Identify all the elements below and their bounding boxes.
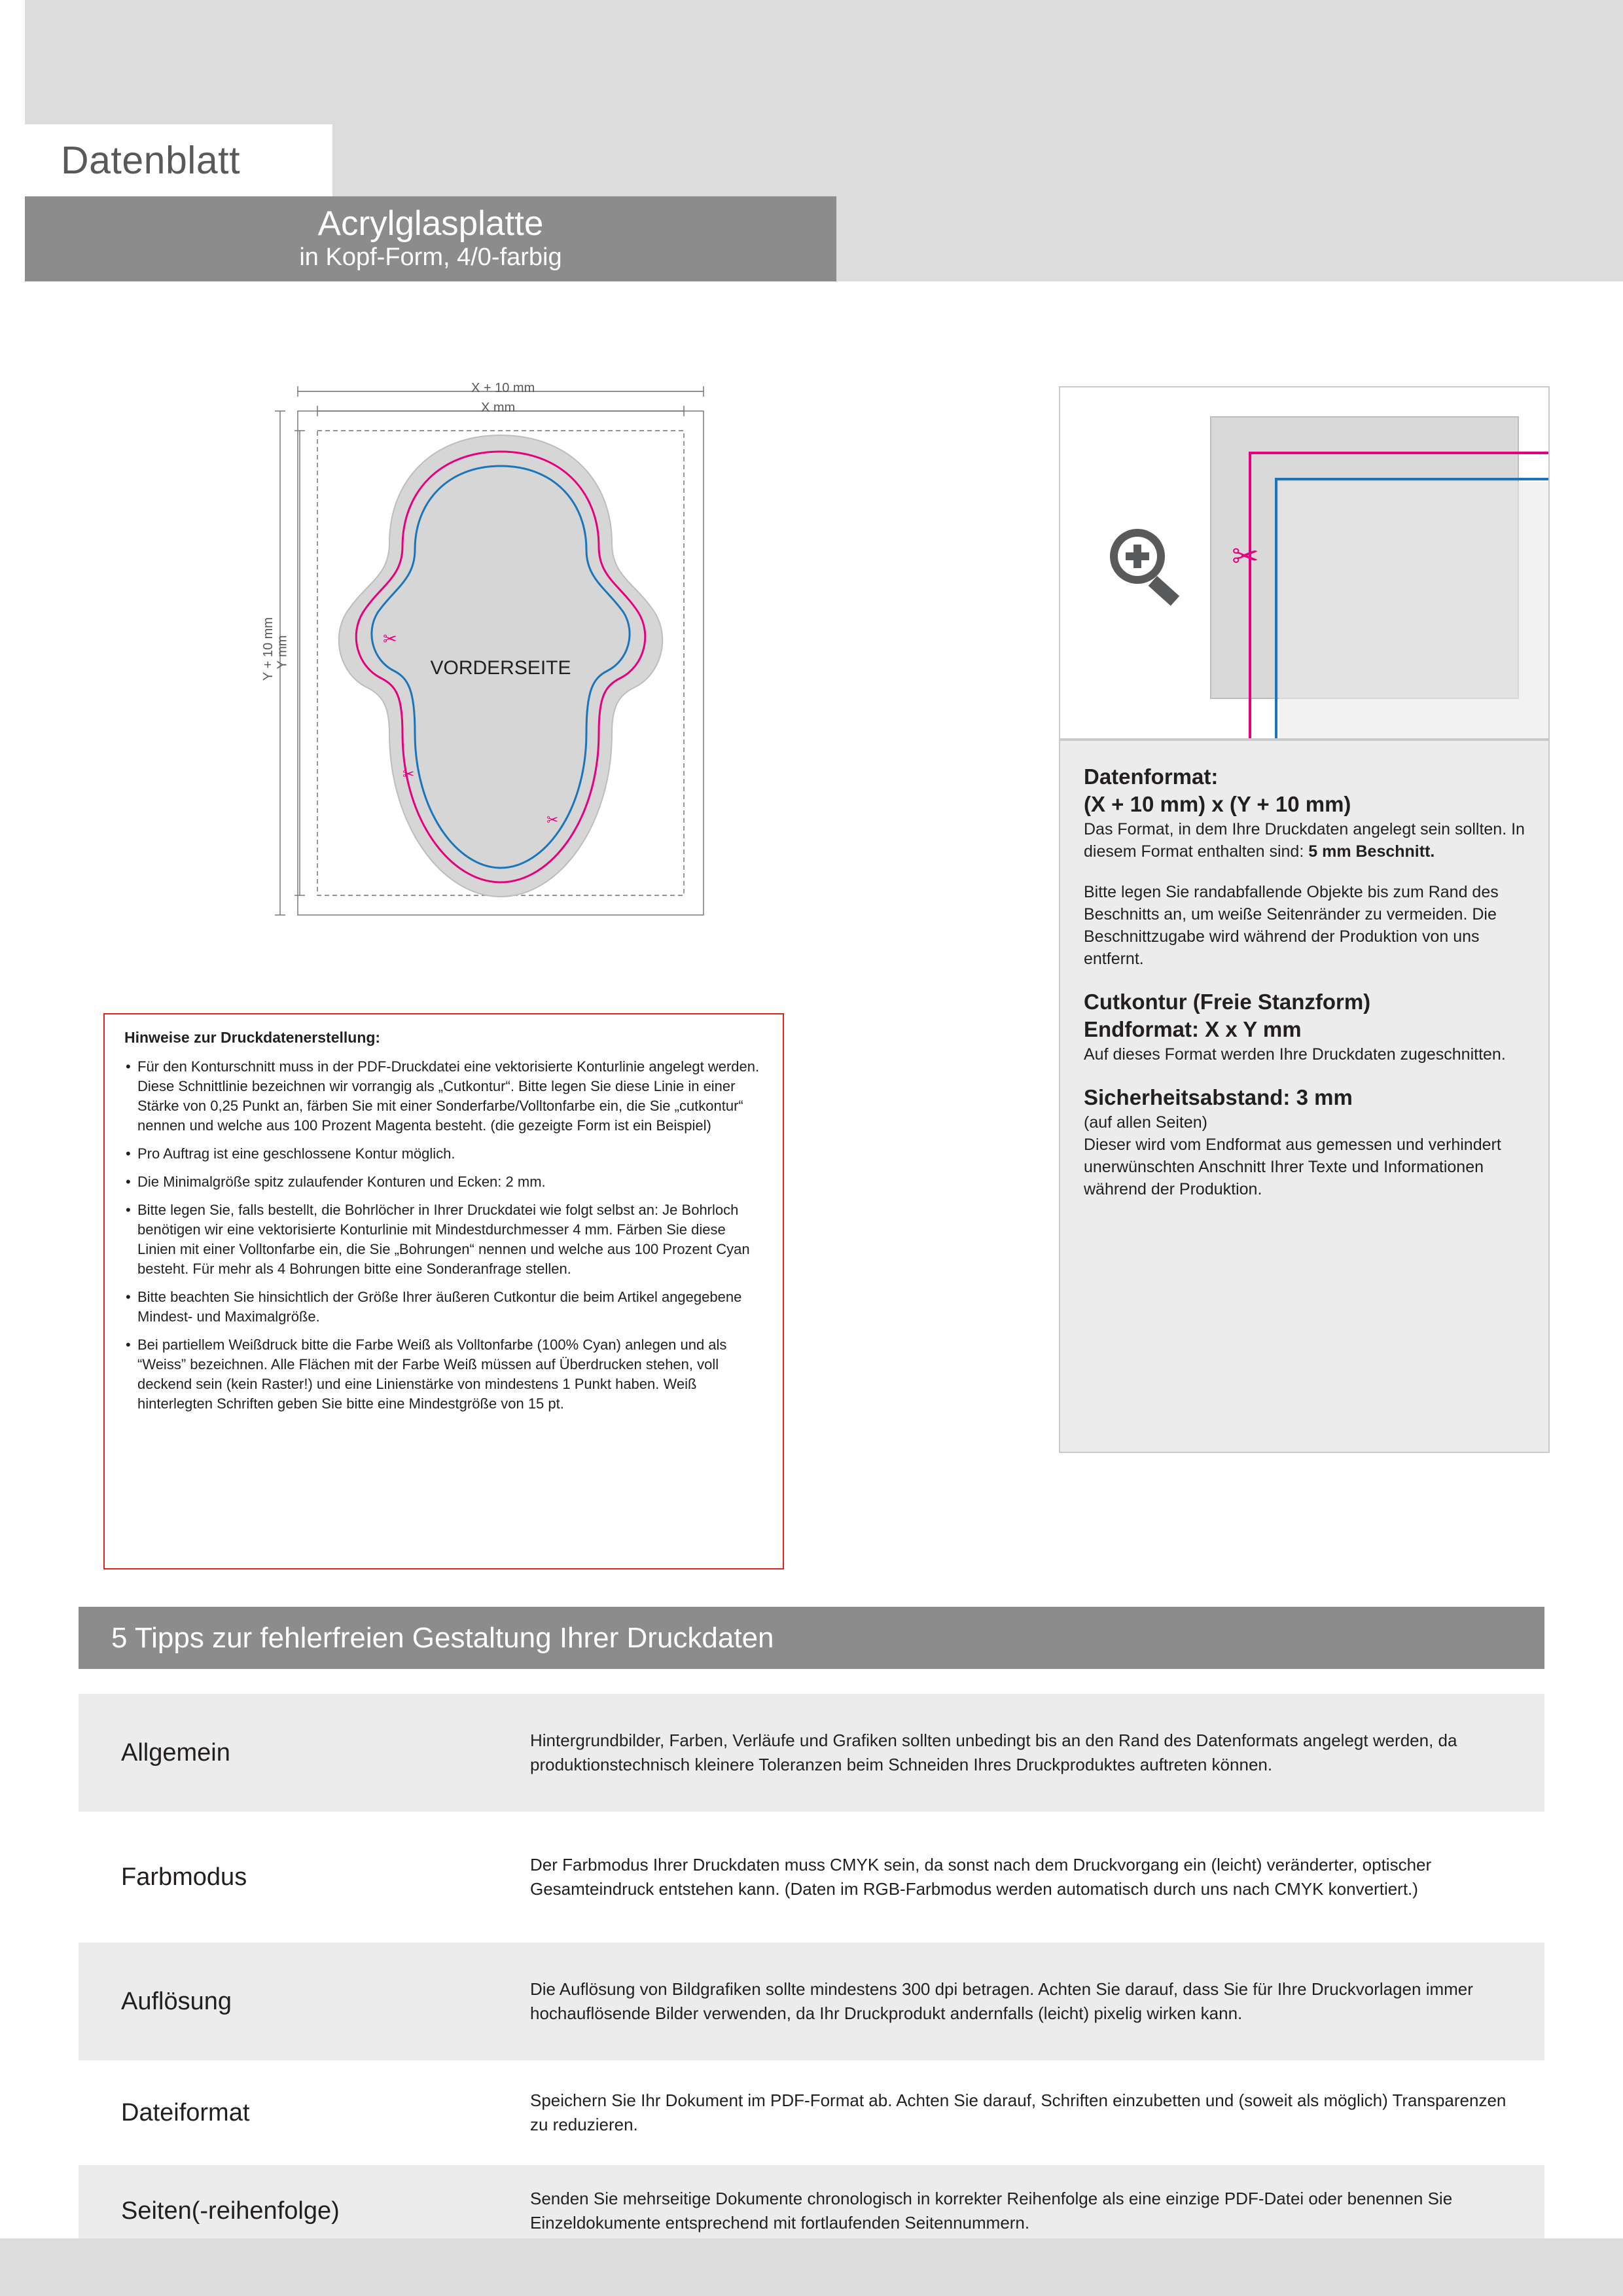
product-title-band — [25, 196, 836, 281]
diagram-svg — [262, 367, 805, 956]
cutkontur-subtitle: Endformat: X x Y mm — [1084, 1017, 1302, 1041]
datenblatt-tab — [25, 124, 332, 196]
info-box — [1059, 740, 1550, 1453]
cutkontur-text: Auf dieses Format werden Ihre Druckdaten zugeschnitten. — [1084, 1045, 1506, 1064]
scissors-icon: ✂ — [1232, 537, 1259, 575]
product-subtitle: in Kopf-Form, 4/0-farbig — [299, 243, 562, 271]
right-column — [1059, 386, 1550, 1453]
tip-text: Hintergrundbilder, Farben, Verläufe und Grafiken sollten unbedingt bis an den Rand des Datenformats angelegt werden, da produktionstechnisch kleinere Toleranzen beim Schneiden Ihres Druckproduktes auftreten können. — [530, 1731, 1457, 1774]
tip-text: Der Farbmodus Ihrer Druckdaten muss CMYK sein, da sonst nach dem Druckvorgang ein (leicht) veränderter, optischer Gesamteindruck entstehen kann. (Daten im RGB-Farbmodus werden automatisch durch uns nach CMYK konvertiert.) — [530, 1855, 1432, 1899]
datenformat-value: (X + 10 mm) x (Y + 10 mm) — [1084, 792, 1351, 816]
sicherheitsabstand-text: Dieser wird vom Endformat aus gemessen und verhindert unerwünschten Anschnitt Ihrer Texte und Informationen während der Produktion. — [1084, 1136, 1501, 1198]
tip-label: Auflösung — [121, 1987, 232, 2015]
tip-text: Die Auflösung von Bildgrafiken sollte mindestens 300 dpi betragen. Achten Sie darauf, dass Sie für Ihre Druckvorlagen immer hochauflösende Bilder verwenden, da Ihr Druckprodukt andernfalls (leicht) pixelig wirken kann. — [530, 1979, 1473, 2023]
datenblatt-label: Datenblatt — [61, 139, 240, 182]
list-item: • Bei partiellem Weißdruck bitte die Farbe Weiß als Volltonfarbe (100% Cyan) anlegen und als “Weiss” bezeichnen. Alle Flächen mit der Farbe Weiß müssen auf Überdrucken stehen, voll deckend sein (kein Raster!) und eine Linienstärke von mindestens 1 Punkt haben. Weiß hinterlegten Schriften geben Sie bitte eine Mindestgröße von 15 pt. — [124, 1335, 766, 1414]
dim-left-inner: Y mm — [275, 635, 290, 670]
table-row — [79, 2067, 1544, 2159]
corner-preview-box — [1059, 386, 1550, 740]
datenformat-text-bold: 5 mm Beschnitt. — [1308, 842, 1435, 861]
tip-text: Speichern Sie Ihr Dokument im PDF-Format ab. Achten Sie darauf, Schriften einzubetten und (soweit als möglich) Transparenzen zu reduzieren. — [530, 2090, 1507, 2134]
svg-text:✂: ✂ — [402, 766, 415, 783]
datenformat-text — [1084, 818, 1525, 863]
table-row — [79, 1694, 1544, 1812]
svg-text:✂: ✂ — [546, 812, 559, 829]
datenformat-text-2: Bitte legen Sie randabfallende Objekte bis zum Rand des Beschnitts an, um weiße Seitenränder zu vermeiden. Die Beschnittzugabe wird während der Produktion von uns entfernt. — [1084, 883, 1499, 968]
datenformat-title: Datenformat: — [1084, 764, 1219, 789]
table-row — [79, 1943, 1544, 2060]
svg-text:✂: ✂ — [383, 630, 397, 649]
sicherheitsabstand-subtitle: (auf allen Seiten) — [1084, 1113, 1208, 1132]
product-diagram — [262, 367, 805, 956]
dim-top-inner: X mm — [481, 401, 516, 415]
sicherheitsabstand-title: Sicherheitsabstand: 3 mm — [1084, 1085, 1353, 1109]
tipps-header-label: 5 Tipps zur fehlerfreien Gestaltung Ihrer Druckdaten — [111, 1621, 774, 1654]
hinweise-list — [124, 1057, 766, 1414]
hinweise-title: Hinweise zur Druckdatenerstellung: — [124, 1029, 381, 1046]
dim-left-outer: Y + 10 mm — [260, 617, 276, 681]
footer-band — [0, 2238, 1623, 2296]
dim-top-outer: X + 10 mm — [471, 381, 535, 395]
datenformat-text-part1: Das Format, in dem Ihre Druckdaten angelegt sein sollten. In diesem Format enthalten sind: — [1084, 820, 1525, 861]
product-title: Acrylglasplatte — [317, 204, 544, 243]
tip-label: Farbmodus — [121, 1863, 247, 1891]
list-item: • Für den Konturschnitt muss in der PDF-Druckdatei eine vektorisierte Konturlinie angelegt werden. Diese Schnittlinie bezeichnen wir vorrangig als „Cutkontur“. Bitte legen Sie diese Linie in einer Stärke von 0,25 Punkt an, färben Sie mit einer Sonderfarbe/Volltonfarbe ein, die Sie „cutkontur“ nennen und welche aus 100 Prozent Magenta besteht. (die gezeigte Form ist ein Beispiel) — [124, 1057, 766, 1136]
vorderseite-label: VORDERSEITE — [430, 657, 571, 679]
tip-label: Allgemein — [121, 1738, 230, 1767]
list-item: • Bitte beachten Sie hinsichtlich der Größe Ihrer äußeren Cutkontur die beim Artikel angegebene Mindest- und Maximalgröße. — [124, 1287, 766, 1327]
tip-label: Seiten(-reihenfolge) — [121, 2197, 340, 2225]
corner-preview-svg — [1060, 387, 1548, 738]
hinweise-box — [103, 1013, 784, 1570]
tipps-header — [79, 1607, 1544, 1669]
tip-text: Senden Sie mehrseitige Dokumente chronologisch in korrekter Reihenfolge als eine einzige PDF-Datei oder benennen Sie Einzeldokumente entsprechend mit fortlaufenden Seitennummern. — [530, 2189, 1453, 2233]
list-item: • Die Minimalgröße spitz zulaufender Konturen und Ecken: 2 mm. — [124, 1172, 766, 1192]
tip-label: Dateiformat — [121, 2098, 250, 2126]
list-item: • Pro Auftrag ist eine geschlossene Kontur möglich. — [124, 1144, 766, 1164]
table-row — [79, 1818, 1544, 1936]
list-item: • Bitte legen Sie, falls bestellt, die Bohrlöcher in Ihrer Druckdatei wie folgt selbst an: Je Bohrloch benötigen wir eine vektorisierte Konturlinie mit Mindestdurchmesser 4 mm. Färben Sie diese Linien mit einer Volltonfarbe ein, die Sie „Bohrungen“ nennen und welche aus 100 Prozent Cyan besteht. Für mehr als 4 Bohrungen bitte eine Sonderanfrage stellen. — [124, 1200, 766, 1279]
cutkontur-title: Cutkontur (Freie Stanzform) — [1084, 990, 1371, 1014]
header-left-margin — [0, 0, 25, 281]
